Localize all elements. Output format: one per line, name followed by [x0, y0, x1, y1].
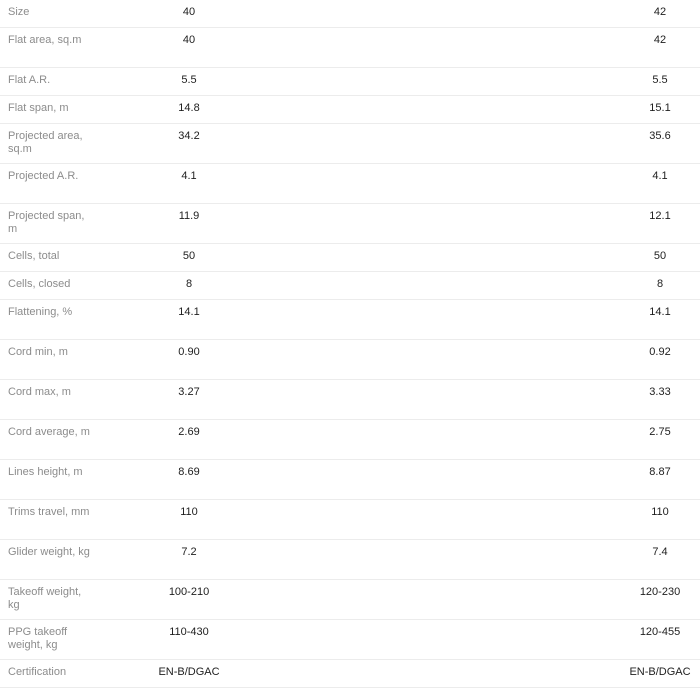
spec-label: Size [0, 0, 94, 28]
spec-value-cord-min-2: 0.92 [620, 340, 700, 380]
spec-row-projected-area [0, 124, 700, 164]
spec-value-certification-1: EN-B/DGAC [94, 660, 284, 688]
spec-value-flat-ar-2: 5.5 [620, 68, 700, 96]
spec-value-projected-area-2: 35.6 [620, 124, 700, 164]
spec-label: Projected A.R. [0, 164, 94, 204]
spec-label: Flat area, sq.m [0, 28, 94, 68]
spec-value-cord-min-1: 0.90 [94, 340, 284, 380]
spec-row-projected-span [0, 204, 700, 244]
spec-value-cord-max-2: 3.33 [620, 380, 700, 420]
spec-value-flattening-2: 14.1 [620, 300, 700, 340]
spec-label: Glider weight, kg [0, 540, 94, 580]
spec-value-lines-height-1: 8.69 [94, 460, 284, 500]
spec-value-cells-closed-2: 8 [620, 272, 700, 300]
spec-label: Flat span, m [0, 96, 94, 124]
spec-row-cord-average [0, 420, 700, 460]
spec-label: Certification [0, 660, 94, 688]
spec-label: Lines height, m [0, 460, 94, 500]
spec-value-cells-total-2: 50 [620, 244, 700, 272]
spec-value-trims-travel-1: 110 [94, 500, 284, 540]
spec-value-certification-2: EN-B/DGAC [620, 660, 700, 688]
spec-row-ppg-takeoff-weight [0, 620, 700, 660]
spec-value-cord-average-2: 2.75 [620, 420, 700, 460]
spec-value-projected-span-2: 12.1 [620, 204, 700, 244]
spec-value-ppg-takeoff-weight-2: 120-455 [620, 620, 700, 660]
spec-label: PPG takeoff weight, kg [0, 620, 94, 660]
spec-row-cord-min [0, 340, 700, 380]
spec-value-projected-area-1: 34.2 [94, 124, 284, 164]
spec-label: Cord average, m [0, 420, 94, 460]
spec-row-lines-height [0, 460, 700, 500]
spec-row-trims-travel [0, 500, 700, 540]
spec-row-size [0, 0, 700, 28]
spec-value-projected-ar-1: 4.1 [94, 164, 284, 204]
spec-label: Flattening, % [0, 300, 94, 340]
spec-value-glider-weight-2: 7.4 [620, 540, 700, 580]
spec-row-flat-ar [0, 68, 700, 96]
spec-label: Cells, closed [0, 272, 94, 300]
spec-label: Takeoff weight, kg [0, 580, 94, 620]
spec-label: Trims travel, mm [0, 500, 94, 540]
spec-row-cells-total [0, 244, 700, 272]
spec-value-trims-travel-2: 110 [620, 500, 700, 540]
spec-label: Cord max, m [0, 380, 94, 420]
spec-value-flat-span-1: 14.8 [94, 96, 284, 124]
spec-value-flat-span-2: 15.1 [620, 96, 700, 124]
spec-row-certification [0, 660, 700, 688]
spec-value-ppg-takeoff-weight-1: 110-430 [94, 620, 284, 660]
spec-row-glider-weight [0, 540, 700, 580]
spec-value-flat-area-1: 40 [94, 28, 284, 68]
spec-value-cord-max-1: 3.27 [94, 380, 284, 420]
spec-value-projected-ar-2: 4.1 [620, 164, 700, 204]
spec-value-cells-total-1: 50 [94, 244, 284, 272]
spec-label: Flat A.R. [0, 68, 94, 96]
spec-row-projected-ar [0, 164, 700, 204]
spec-row-cord-max [0, 380, 700, 420]
spec-value-flat-area-2: 42 [620, 28, 700, 68]
spec-value-flat-ar-1: 5.5 [94, 68, 284, 96]
spec-label: Cord min, m [0, 340, 94, 380]
spec-value-cells-closed-1: 8 [94, 272, 284, 300]
spec-row-takeoff-weight [0, 580, 700, 620]
spec-row-flattening [0, 300, 700, 340]
spec-value-takeoff-weight-1: 100-210 [94, 580, 284, 620]
spec-value-lines-height-2: 8.87 [620, 460, 700, 500]
spec-label: Projected span, m [0, 204, 94, 244]
spec-value-cord-average-1: 2.69 [94, 420, 284, 460]
spec-row-cells-closed [0, 272, 700, 300]
spec-row-flat-area [0, 28, 700, 68]
spec-value-glider-weight-1: 7.2 [94, 540, 284, 580]
spec-value-size-1: 40 [94, 0, 284, 28]
spec-label: Cells, total [0, 244, 94, 272]
spec-value-size-2: 42 [620, 0, 700, 28]
spec-label: Projected area, sq.m [0, 124, 94, 164]
spec-row-flat-span [0, 96, 700, 124]
spec-value-flattening-1: 14.1 [94, 300, 284, 340]
spec-value-takeoff-weight-2: 120-230 [620, 580, 700, 620]
spec-value-projected-span-1: 11.9 [94, 204, 284, 244]
